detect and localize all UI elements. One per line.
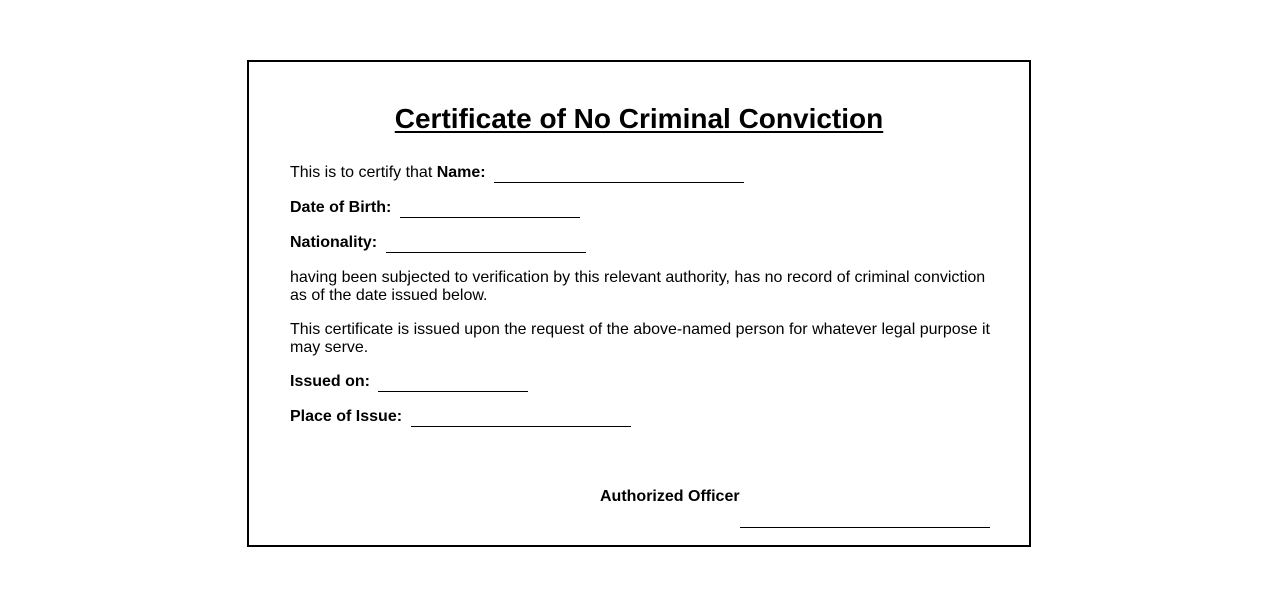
verification-paragraph: having been subjected to verification by this relevant authority, has no record of criminal conviction as of the date issued below. xyxy=(290,269,986,304)
place-of-issue-blank-line xyxy=(411,408,631,427)
certificate-frame xyxy=(247,60,1031,547)
name-blank-line xyxy=(494,164,744,183)
signature-line xyxy=(740,527,990,528)
nationality-blank-line xyxy=(386,234,586,253)
issued-on-label: Issued on: xyxy=(290,373,371,390)
issued-on-blank-line xyxy=(378,373,528,392)
place-of-issue-label: Place of Issue: xyxy=(290,408,403,425)
name-intro-text: This is to certify that xyxy=(290,164,437,181)
dob-blank-line xyxy=(400,199,580,218)
place-of-issue-row xyxy=(290,407,631,427)
authorized-officer-label: Authorized Officer xyxy=(600,488,740,505)
certificate-title: Certificate of No Criminal Conviction xyxy=(394,103,884,134)
dob-label: Date of Birth: xyxy=(290,199,392,216)
issued-on-row xyxy=(290,372,528,392)
name-row xyxy=(290,163,744,183)
nationality-row xyxy=(290,233,586,253)
dob-row xyxy=(290,198,580,218)
purpose-paragraph: This certificate is issued upon the request of the above-named person for whatever legal purpose it may serve. xyxy=(290,321,990,356)
nationality-label: Nationality: xyxy=(290,234,378,251)
name-label: Name: xyxy=(436,164,486,181)
